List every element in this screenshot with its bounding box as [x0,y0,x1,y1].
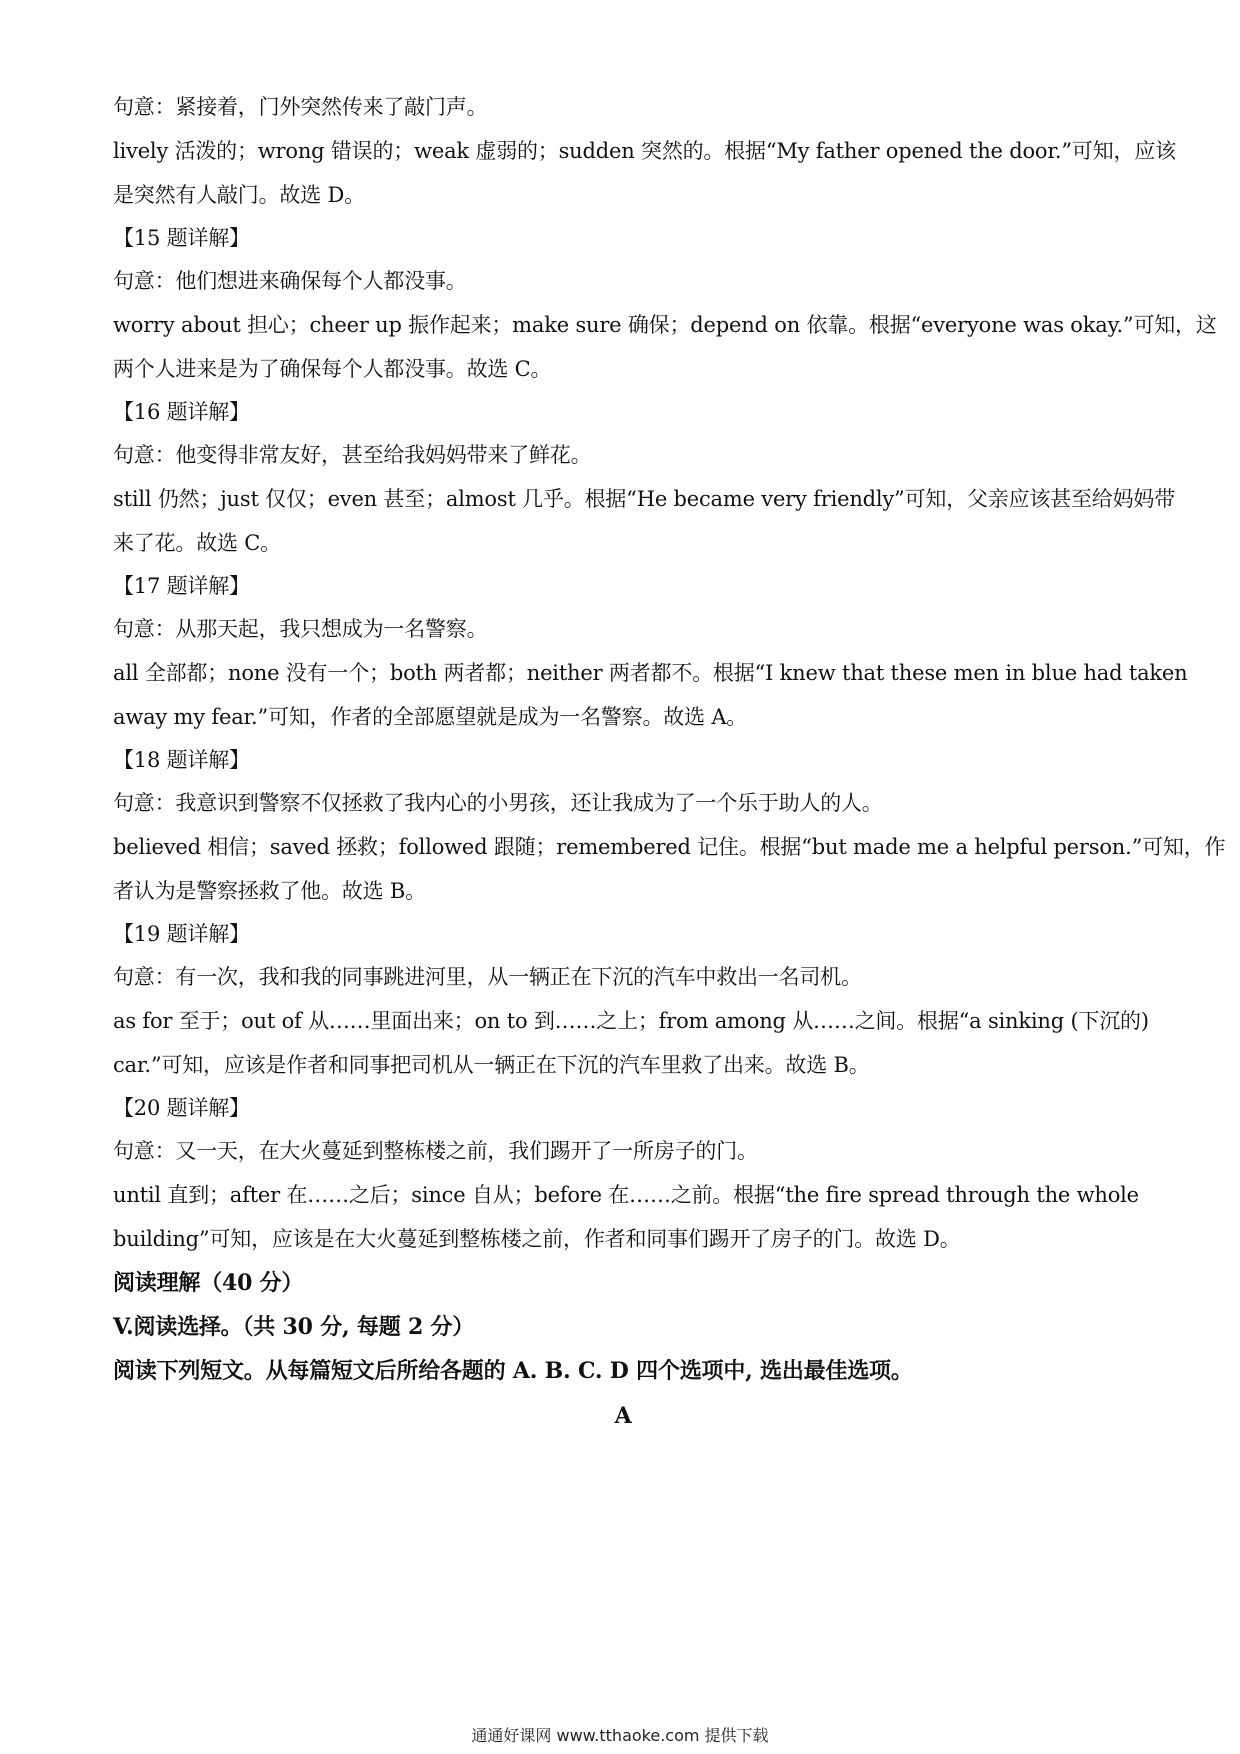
explanation-text: still 仍然；just 仅仅；even 甚至；almost 几乎。根据“He became very friendly”可知，父亲应该甚至给妈妈带 [113,487,1175,511]
explanation-text: until 直到；after 在……之后；since 自从；before 在……之前。根据“the fire spread through the whole [113,1183,1139,1207]
explanation-text: lively 活泼的；wrong 错误的；weak 虚弱的；sudden 突然的。根据“My father opened the door.”可知，应该 [113,139,1176,163]
question-heading-15: 【15 题详解】 [113,226,250,250]
explanation-text: 是突然有人敲门。故选 D。 [113,183,365,207]
explanation-text: 两个人进来是为了确保每个人都没事。故选 C。 [113,357,552,381]
explanation-text: 来了花。故选 C。 [113,531,281,555]
question-heading-19: 【19 题详解】 [113,922,250,946]
explanation-text: as for 至于；out of 从……里面出来；on to 到……之上；from among 从……之间。根据“a sinking (下沉的) [113,1009,1149,1033]
explanation-text: worry about 担心；cheer up 振作起来；make sure 确保；depend on 依靠。根据“everyone was okay.”可知，这 [113,313,1217,337]
section-title: 阅读理解（40 分） [113,1270,304,1296]
explanation-text: building”可知，应该是在大火蔓延到整栋楼之前，作者和同事们踢开了房子的门。故选 D。 [113,1227,961,1251]
question-heading-17: 【17 题详解】 [113,574,250,598]
explanation-text: away my fear.”可知，作者的全部愿望就是成为一名警察。故选 A。 [113,705,748,729]
passage-label: A [614,1403,632,1429]
explanation-text: 者认为是警察拯救了他。故选 B。 [113,879,426,903]
sentence-meaning: 句意：他变得非常友好，甚至给我妈妈带来了鲜花。 [113,443,592,467]
instruction-text: 阅读下列短文。从每篇短文后所给各题的 A. B. C. D 四个选项中, 选出最佳选项。 [113,1358,913,1384]
explanation-text: car.”可知，应该是作者和同事把司机从一辆正在下沉的汽车里救了出来。故选 B。 [113,1053,870,1077]
question-heading-16: 【16 题详解】 [113,400,250,424]
sentence-meaning: 句意：有一次，我和我的同事跳进河里，从一辆正在下沉的汽车中救出一名司机。 [113,965,862,989]
question-heading-20: 【20 题详解】 [113,1096,250,1120]
sentence-meaning: 句意：他们想进来确保每个人都没事。 [113,269,467,293]
explanation-text: believed 相信；saved 拯救；followed 跟随；remembered 记住。根据“but made me a helpful person.”可知，作 [113,835,1226,859]
explanation-text: all 全部都；none 没有一个；both 两者都；neither 两者都不。根据“I knew that these men in blue had taken [113,661,1188,685]
sentence-meaning: 句意：我意识到警察不仅拯救了我内心的小男孩，还让我成为了一个乐于助人的人。 [113,791,883,815]
sentence-meaning: 句意：从那天起，我只想成为一名警察。 [113,617,488,641]
sentence-meaning: 句意：又一天，在大火蔓延到整栋楼之前，我们踢开了一所房子的门。 [113,1139,758,1163]
sentence-meaning: 句意：紧接着，门外突然传来了敲门声。 [113,95,488,119]
question-heading-18: 【18 题详解】 [113,748,250,772]
page-footer: 通通好课网 www.tthaoke.com 提供下载 [471,1726,769,1745]
subsection-title: V.阅读选择。（共 30 分, 每题 2 分） [113,1314,475,1340]
